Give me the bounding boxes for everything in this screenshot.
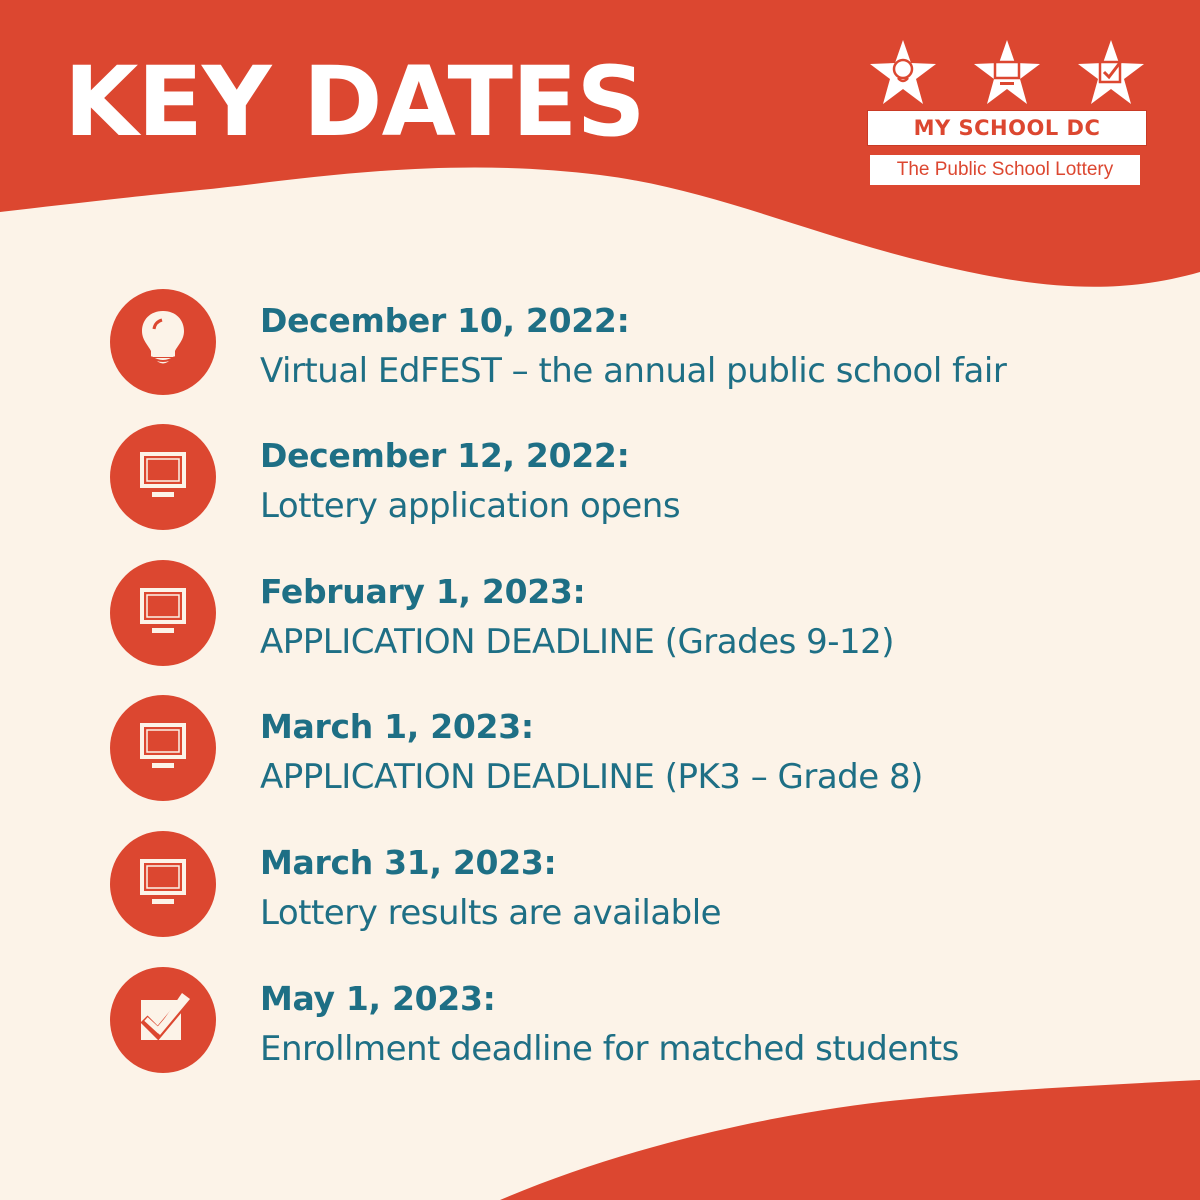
star-checkbox-icon bbox=[1076, 38, 1146, 108]
list-item bbox=[0, 560, 1200, 690]
computer-monitor-icon bbox=[110, 560, 216, 666]
list-item bbox=[0, 289, 1200, 419]
event-description: APPLICATION DEADLINE (Grades 9-12) bbox=[260, 622, 895, 662]
logo-tagline: The Public School Lottery bbox=[870, 155, 1140, 185]
event-description: Enrollment deadline for matched students bbox=[260, 1029, 959, 1069]
list-item bbox=[0, 831, 1200, 961]
logo-stars bbox=[868, 38, 1146, 108]
lightbulb-icon bbox=[110, 289, 216, 395]
computer-monitor-icon bbox=[110, 831, 216, 937]
event-date: December 12, 2022: bbox=[260, 436, 630, 475]
logo-name: MY SCHOOL DC bbox=[868, 111, 1146, 145]
star-lightbulb-icon bbox=[868, 38, 938, 108]
my-school-dc-logo bbox=[868, 38, 1146, 185]
checkbox-icon bbox=[110, 967, 216, 1073]
event-description: APPLICATION DEADLINE (PK3 – Grade 8) bbox=[260, 757, 923, 797]
star-computer-monitor-icon bbox=[972, 38, 1042, 108]
event-description: Virtual EdFEST – the annual public school fair bbox=[260, 351, 1007, 391]
event-description: Lottery application opens bbox=[260, 486, 681, 526]
page-title: KEY DATES bbox=[64, 46, 645, 158]
list-item bbox=[0, 695, 1200, 825]
list-item bbox=[0, 967, 1200, 1097]
list-item bbox=[0, 424, 1200, 554]
bottom-wave-band bbox=[500, 1080, 1200, 1200]
event-date: March 1, 2023: bbox=[260, 707, 534, 746]
event-date: February 1, 2023: bbox=[260, 572, 586, 611]
event-date: December 10, 2022: bbox=[260, 301, 630, 340]
event-date: May 1, 2023: bbox=[260, 979, 496, 1018]
computer-monitor-icon bbox=[110, 424, 216, 530]
event-date: March 31, 2023: bbox=[260, 843, 557, 882]
computer-monitor-icon bbox=[110, 695, 216, 801]
event-description: Lottery results are available bbox=[260, 893, 722, 933]
